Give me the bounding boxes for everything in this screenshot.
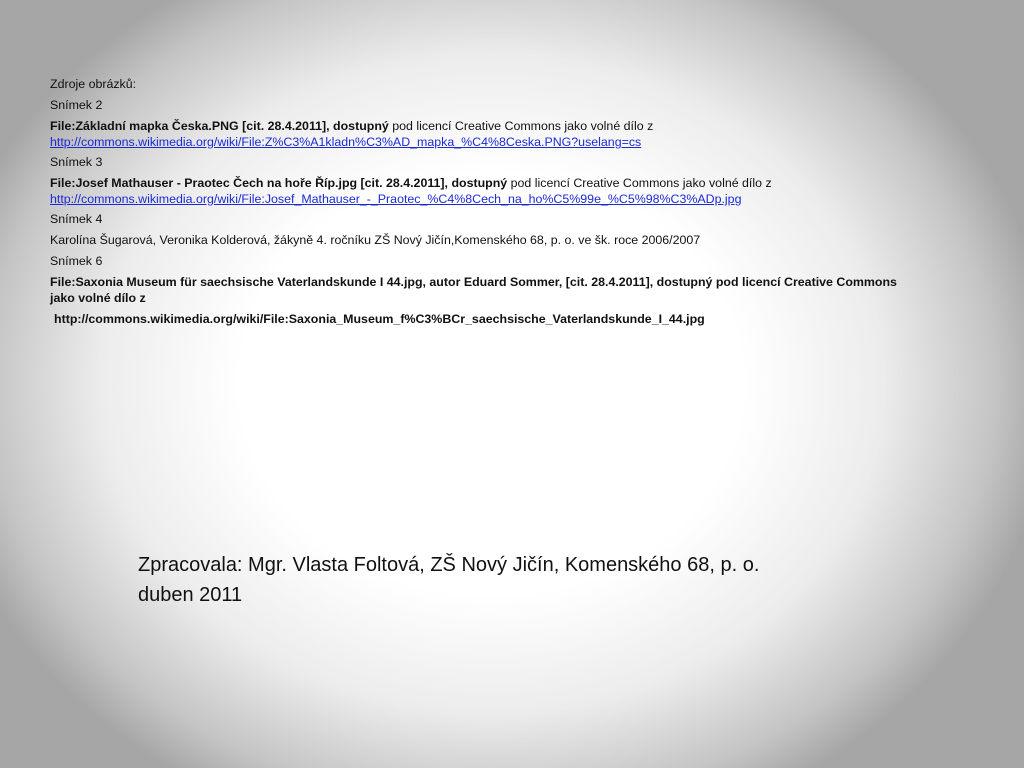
slide-4-source: Karolína Šugarová, Veronika Kolderová, žákyně 4. ročníku ZŠ Nový Jičín,Komenského 68, p. o. ve šk. roce 2006/2007 (50, 233, 701, 247)
sources-heading: Zdroje obrázků: (50, 77, 137, 91)
author-line: Zpracovala: Mgr. Vlasta Foltová, ZŠ Nový Jičín, Komenského 68, p. o. (138, 554, 760, 576)
author-credit (138, 550, 898, 610)
slide-6-link: http://commons.wikimedia.org/wiki/File:Saxonia_Museum_f%C3%BCr_saechsische_Vaterlandskunde_I_44.jpg (54, 312, 705, 326)
slide-2-label: Snímek 2 (50, 98, 103, 112)
slide-2-source (50, 118, 920, 134)
slide-3-source (50, 175, 920, 191)
slide-2-license-text: pod licencí Creative Commons jako volné dílo z (388, 119, 654, 133)
slide-3-label: Snímek 3 (50, 155, 103, 169)
slide-3-link[interactable]: http://commons.wikimedia.org/wiki/File:Josef_Mathauser_-_Praotec_%C4%8Cech_na_ho%C5%99e_%C5%98%C3%ADp.jpg (50, 192, 742, 206)
slide-6-label: Snímek 6 (50, 254, 103, 268)
slide-4-label: Snímek 4 (50, 212, 103, 226)
image-sources-block (50, 76, 920, 327)
slide-2-link[interactable]: http://commons.wikimedia.org/wiki/File:Z%C3%A1kladn%C3%AD_mapka_%C4%8Ceska.PNG?uselang=cs (50, 135, 642, 149)
slide-3-file-name: File:Josef Mathauser - Praotec Čech na hoře Říp.jpg [cit. 28.4.2011], dostupný (50, 176, 508, 190)
date-line: duben 2011 (138, 584, 243, 606)
slide-6-source: File:Saxonia Museum für saechsische Vaterlandskunde I 44.jpg, autor Eduard Sommer, [cit. 28.4.2011], dostupný pod licencí Creative Commons jako volné dílo z (50, 275, 897, 305)
slide-2-file-name: File:Základní mapka Česka.PNG [cit. 28.4.2011], dostupný (50, 119, 389, 133)
slide-3-license-text: pod licencí Creative Commons jako volné dílo z (507, 176, 772, 190)
